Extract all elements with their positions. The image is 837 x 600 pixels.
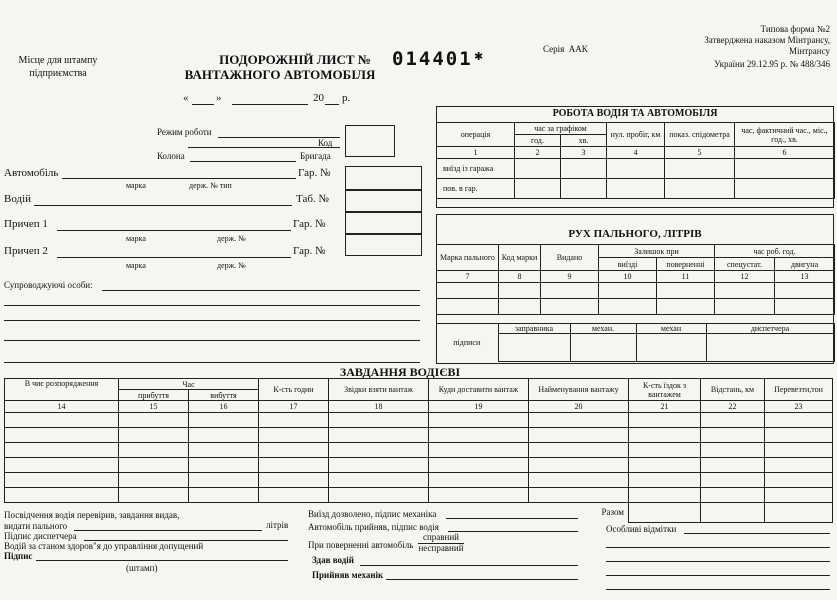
th-remain-departure: виїзді [599,258,657,271]
table-cell[interactable] [529,413,629,428]
table-cell[interactable] [119,488,189,503]
work-table-title: РОБОТА ВОДІЯ ТА АВТОМОБІЛЯ [552,108,718,119]
fuel-issue-label: видати пального [4,521,68,531]
total-label: Разом [5,503,629,523]
table-row [5,473,833,488]
sig-refueler-label: заправника [498,324,570,334]
th-work-time: час роб. год. [715,245,835,258]
table-cell[interactable] [329,488,429,503]
table-cell[interactable] [529,473,629,488]
notes-line-3[interactable] [606,561,830,562]
car-label: Автомобіль [4,167,59,179]
table-cell[interactable] [701,488,765,503]
col-num: 7 [437,271,499,283]
escort-label: Супроводжуючі особи: [4,280,93,290]
col-num: 5 [665,147,735,159]
date-line [183,92,363,104]
table-cell[interactable] [189,443,259,458]
form-info [660,24,830,70]
table-cell[interactable] [701,443,765,458]
driver-line[interactable] [34,205,292,206]
th-trips: К-сть їздок з вантажем [629,379,701,401]
col-num: 12 [715,271,775,283]
table-cell[interactable] [119,473,189,488]
received-line[interactable] [386,579,578,580]
table-cell[interactable] [259,473,329,488]
dispatcher-sig-label: Підпис диспетчера [4,531,77,541]
car-gar-box[interactable] [345,166,422,190]
table-cell[interactable] [629,443,701,458]
serial-number: 014401 [392,48,473,70]
table-cell[interactable] [735,179,835,199]
driver-label: Водій [4,193,32,205]
table-cell[interactable] [437,283,499,299]
col-num: 21 [629,401,701,413]
col-num: 3 [561,147,607,159]
brigade-label: Бригада [300,151,331,161]
table-cell[interactable] [5,488,119,503]
notes-line-5[interactable] [606,589,830,590]
th-departure: вибуття [189,390,259,401]
table-cell[interactable] [701,428,765,443]
row-garage-return: пов. в гар. [437,179,515,199]
table-cell[interactable] [259,413,329,428]
col-num: 20 [529,401,629,413]
trailer2-gar-box[interactable] [345,234,422,256]
car-gar-label: Гар. № [298,167,331,179]
task-table-title: ЗАВДАННЯ ВОДІЄВІ [339,365,461,379]
table-cell[interactable] [119,443,189,458]
sig-mechanic1-label: механ. [570,324,636,334]
th-remain: Залишок при [599,245,715,258]
exit-label: Виїзд дозволено, підпис механіка [308,509,437,519]
table-cell[interactable] [599,283,657,299]
sig-mechanic2-label: механ [636,324,706,334]
table-cell[interactable] [607,159,665,179]
health-label: Водій за станом здоров"я до управління допущений [4,541,204,551]
table-cell[interactable] [715,299,775,315]
notes-line-1[interactable] [684,533,830,534]
col-num: 19 [429,401,529,413]
table-cell[interactable] [119,428,189,443]
th-issued: Видано [541,245,599,271]
table-cell[interactable] [629,428,701,443]
table-cell[interactable] [529,458,629,473]
table-cell[interactable] [429,488,529,503]
table-cell[interactable] [665,159,735,179]
table-cell[interactable] [259,458,329,473]
escort-line-3[interactable] [4,320,420,321]
col-num: 9 [541,271,599,283]
sig-mechanic2-cell[interactable] [636,334,706,362]
table-cell[interactable] [119,413,189,428]
table-cell[interactable] [701,413,765,428]
car-line[interactable] [62,178,296,179]
table-cell[interactable] [499,299,541,315]
th-order: В чиє розпорядження [5,379,119,401]
col-num: 4 [607,147,665,159]
table-cell[interactable] [5,413,119,428]
table-cell[interactable] [715,283,775,299]
trailer2-line[interactable] [57,257,291,258]
table-cell[interactable] [701,473,765,488]
col-num: 10 [599,271,657,283]
table-cell[interactable] [329,413,429,428]
col-num: 13 [775,271,835,283]
table-row [5,443,833,458]
table-cell[interactable] [701,458,765,473]
th-arrival: прибуття [119,390,189,401]
date-open-quote: « [183,92,189,104]
th-fuel-make: Марка пального [437,245,499,271]
table-cell[interactable] [329,473,429,488]
condition-ok[interactable]: справний [422,532,459,542]
th-schedule: час за графіком [515,123,607,135]
table-cell[interactable] [765,443,833,458]
trailer1-make-hint: марка [126,234,146,243]
table-cell[interactable] [189,488,259,503]
health-signature-label: Підпис [4,551,33,561]
trailer2-make-hint: марка [126,261,146,270]
escort-line-2[interactable] [4,305,420,306]
th-cargo: Найменування вантажу [529,379,629,401]
table-cell[interactable] [735,159,835,179]
table-cell[interactable] [5,458,119,473]
table-row [5,488,833,503]
fuel-table-title: РУХ ПАЛЬНОГО, ЛІТРІВ [568,228,702,240]
notes-label: Особливі відмітки [606,524,677,534]
col-num: 11 [657,271,715,283]
column-label: Колона [157,151,185,161]
received-label: Прийняв механік [312,570,384,580]
notes-line-4[interactable] [606,575,830,576]
table-cell[interactable] [329,443,429,458]
escort-line-4[interactable] [4,340,420,341]
table-cell[interactable] [607,179,665,199]
signatures-label: підписи [436,324,498,362]
task-table [4,378,833,523]
stamp-label: (штамп) [126,563,158,573]
date-year-suffix: р. [342,92,351,104]
trailer1-gar-label: Гар. № [293,218,326,230]
table-cell[interactable] [561,179,607,199]
table-cell[interactable] [665,179,735,199]
th-engine: двигуна [775,258,835,271]
total-distance[interactable] [701,503,765,523]
notes-line-2[interactable] [606,547,830,548]
mode-label: Режим роботи [157,127,212,137]
serial-mark-icon: ✱ [474,51,484,63]
table-cell[interactable] [515,159,561,179]
table-cell[interactable] [5,443,119,458]
table-cell[interactable] [629,413,701,428]
th-to: Куди доставити вантаж [429,379,529,401]
th-operation: операція [437,123,515,147]
exit-line[interactable] [446,518,578,519]
col-num: 23 [765,401,833,413]
date-close-quote: » [216,92,222,104]
series-value: ААК [568,44,588,54]
table-cell[interactable] [657,283,715,299]
fuel-issue-line[interactable] [74,530,262,531]
form-approved-org: Мінтрансу [788,46,830,56]
col-num: 22 [701,401,765,413]
table-cell[interactable] [429,413,529,428]
th-minutes: хв. [561,135,607,147]
table-cell[interactable] [189,473,259,488]
work-table [436,122,835,199]
table-cell[interactable] [529,428,629,443]
date-year: 20 [313,92,324,104]
sig-refueler-cell[interactable] [498,334,570,362]
series-label: Серія [543,44,565,54]
table-cell[interactable] [629,488,701,503]
th-distance: Відстань, км [701,379,765,401]
table-cell[interactable] [429,428,529,443]
col-num: 18 [329,401,429,413]
table-cell[interactable] [189,413,259,428]
th-zero-km: нул. пробіг, км [607,123,665,147]
sig-dispatcher-cell[interactable] [706,334,834,362]
th-hours-count: К-сть годин [259,379,329,401]
trailer2-label: Причеп 2 [4,245,48,257]
escort-line-1[interactable] [102,290,420,291]
car-reg-hint: держ. № тип [189,181,232,190]
series [543,44,588,54]
total-transport[interactable] [765,503,833,523]
table-cell[interactable] [189,458,259,473]
table-cell[interactable] [541,283,599,299]
th-remain-return: поверненні [657,258,715,271]
table-row [5,428,833,443]
on-return-label: При поверненні автомобіль [308,540,414,550]
table-row [5,458,833,473]
table-cell[interactable] [541,299,599,315]
total-trips[interactable] [629,503,701,523]
table-cell[interactable] [437,299,499,315]
table-cell[interactable] [765,428,833,443]
col-num: 1 [437,147,515,159]
column-line[interactable] [190,161,296,162]
trailer2-reg-hint: держ. № [217,261,246,270]
table-cell[interactable] [189,428,259,443]
table-cell[interactable] [329,428,429,443]
table-cell[interactable] [529,443,629,458]
code-box[interactable] [345,125,395,157]
table-cell[interactable] [429,443,529,458]
stamp-place: Місце для штампу підприємства [18,55,98,79]
table-cell[interactable] [329,458,429,473]
table-cell[interactable] [765,458,833,473]
driver-tab-label: Таб. № [296,193,329,205]
th-time: Час [119,379,259,390]
th-from: Звідки взяти вантаж [329,379,429,401]
col-num: 8 [499,271,541,283]
date-day-line[interactable] [192,104,214,105]
handed-line[interactable] [360,565,578,566]
table-cell[interactable] [119,458,189,473]
trailer1-reg-hint: держ. № [217,234,246,243]
table-cell[interactable] [515,179,561,199]
table-cell[interactable] [765,473,833,488]
health-signature-line[interactable] [36,560,288,561]
th-fuel-code: Код марки [499,245,541,271]
sig-mechanic1-cell[interactable] [570,334,636,362]
col-num: 17 [259,401,329,413]
condition-not-ok[interactable]: несправний [418,543,464,553]
table-cell[interactable] [775,283,835,299]
trailer2-gar-label: Гар. № [293,245,326,257]
table-cell[interactable] [259,443,329,458]
row-garage-exit: виїзд із гаража [437,159,515,179]
accepted-line[interactable] [448,531,578,532]
title-line2: ВАНТАЖНОГО АВТОМОБІЛЯ [184,67,376,82]
th-speedometer: показ. спідометра [665,123,735,147]
table-cell[interactable] [775,299,835,315]
th-transport: Перевезти,тон [765,379,833,401]
form-country: України 29.12.95 р. № 488/346 [714,59,830,69]
fuel-table [436,244,835,315]
table-cell[interactable] [765,413,833,428]
escort-line-5[interactable] [4,362,420,363]
title-line1: ПОДОРОЖНІЙ ЛИСТ № [219,52,371,67]
th-hours: год. [515,135,561,147]
date-month-line[interactable] [232,104,308,105]
col-num: 2 [515,147,561,159]
cert-label: Посвідчення водія перевірив, завдання видав, [4,510,180,520]
table-row [5,413,833,428]
th-special: спецустат. [715,258,775,271]
table-cell[interactable] [629,473,701,488]
table-cell[interactable] [429,473,529,488]
table-cell[interactable] [629,458,701,473]
table-cell[interactable] [429,458,529,473]
table-cell[interactable] [5,428,119,443]
liters-label: літрів [266,520,289,530]
sig-dispatcher-label: диспетчера [706,324,834,334]
table-cell[interactable] [5,473,119,488]
form-type: Типова форма №2 [760,24,830,34]
trailer1-label: Причеп 1 [4,218,48,230]
driver-tab-box[interactable] [345,190,422,212]
handed-label: Здав водій [312,555,354,565]
trailer1-gar-box[interactable] [345,212,422,234]
table-cell[interactable] [657,299,715,315]
form-approved: Затверджена наказом Мінтрансу, [704,35,830,45]
table-cell[interactable] [561,159,607,179]
col-num: 14 [5,401,119,413]
col-num: 6 [735,147,835,159]
code-label: Код [318,138,333,148]
table-cell[interactable] [529,488,629,503]
fuel-signatures [436,323,835,362]
table-cell[interactable] [259,428,329,443]
table-cell[interactable] [499,283,541,299]
table-cell[interactable] [259,488,329,503]
col-num: 15 [119,401,189,413]
table-cell[interactable] [765,488,833,503]
table-cell[interactable] [599,299,657,315]
accepted-label: Автомобіль прийняв, підпис водія [308,522,439,532]
th-actual-time: час, фактичний час., міс., год., хв. [735,123,835,147]
col-num: 16 [189,401,259,413]
car-make-hint: марка [126,181,146,190]
trailer1-line[interactable] [57,230,291,231]
date-year-line[interactable] [325,104,339,105]
